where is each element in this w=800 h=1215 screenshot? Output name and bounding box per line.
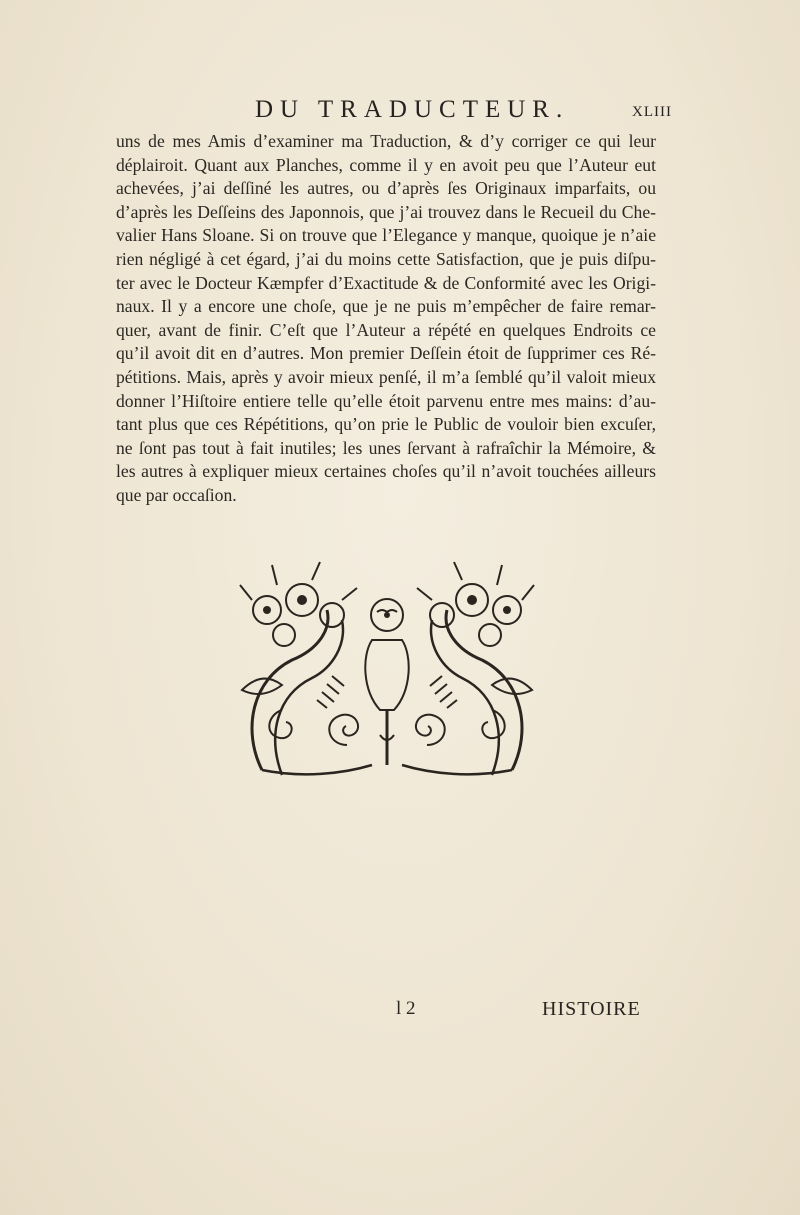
text-line: ter avec le Docteur Kæmpfer d’Exactitude & de Conformité avec les Origi- [116,272,656,293]
text-line: d’après les Deſſeins des Japonnois, que j’ai trouvez dans le Recueil du Che- [116,201,656,222]
text-line: uns de mes Amis d’examiner ma Traduction, & d’y corriger ce qui leur [116,131,656,151]
text-line: naux. Il y a encore une choſe, que je ne puis m’empêcher de faire remar- [116,296,656,317]
catchword: HISTOIRE [542,998,641,1020]
text-line: donner l’Hiſtoire entiere telle qu’elle étoit parvenu entre mes mains: d’au- [116,390,656,411]
page-header [0,96,800,130]
text-line: quer, avant de finir. C’eſt que l’Auteur a répété en quelques Endroits ce [116,319,656,340]
floral-cornucopia-vignette-icon [222,560,552,780]
running-head: DU TRADUCTEUR. [255,96,570,123]
body-text [116,130,656,508]
text-line: que par occaſion. [116,484,237,505]
text-line: déplairoit. Quant aux Planches, comme il y en avoit peu que l’Auteur eut [116,154,656,175]
text-line: qu’il avoit dit en d’autres. Mon premier Deſſein étoit de ſupprimer ces Ré- [116,343,656,364]
signature-mark: l 2 [396,998,416,1019]
text-line: tant plus que ces Répétitions, qu’on prie le Public de vouloir bien excuſer, [116,414,656,435]
text-line: rien négligé à cet égard, j’ai du moins cette Satisfaction, que je puis diſpu- [116,248,656,269]
text-line: ne ſont pas tout à fait inutiles; les unes ſervant à rafraîchir la Mémoire, & [116,437,656,458]
page-number: XLIII [632,104,672,120]
text-line: valier Hans Sloane. Si on trouve que l’Elegance y manque, quoique je n’aie [116,225,656,246]
page-footer [0,998,800,1028]
text-line: achevées, j’ai deſſiné les autres, ou d’après ſes Originaux imparfaits, ou [116,178,656,199]
text-line: les autres à expliquer mieux certaines choſes qu’il n’avoit touchées ailleurs [116,461,656,482]
text-line: pétitions. Mais, après y avoir mieux penſé, il m’a ſemblé qu’il valoit mieux [116,366,656,387]
